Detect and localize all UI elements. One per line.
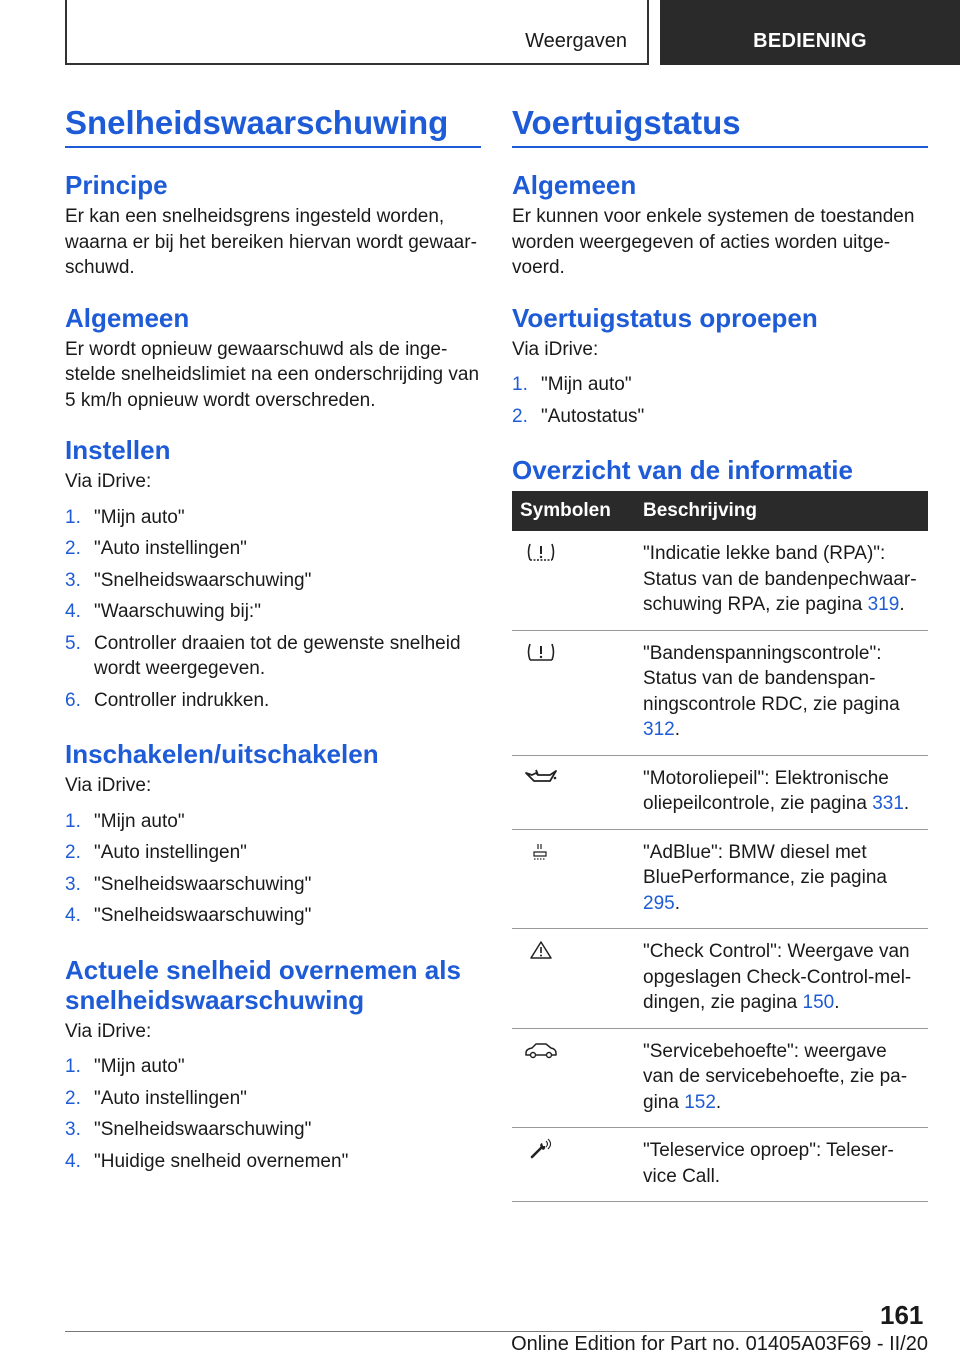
via-idrive-actuele: Via iDrive: [65, 1020, 152, 1042]
list-item: 2. "Auto instellingen" [65, 842, 247, 863]
right-column [512, 100, 928, 1202]
text-principe: Er kan een snelheidsgrens ingesteld worden, waarna er bij het bereiken hiervan wordt gewaarschuwd. [65, 206, 477, 278]
table-header-row [512, 491, 928, 531]
list-item: 2. "Auto instellingen" [65, 1087, 247, 1109]
heading-inschakelen: Inschakelen/uitschakelen [65, 739, 379, 769]
row-description: "Bandenspanningscontrole": Status van de bandenspanningscontrole RDC, zie pagina [643, 642, 900, 715]
list-item: 4. "Snelheidswaarschuwing" [65, 905, 312, 926]
list-item: 2. "Auto instellingen" [65, 538, 247, 559]
list-item: 3. "Snelheidswaarschuwing" [65, 1119, 312, 1140]
footer-divider [65, 1331, 863, 1332]
table-row: "AdBlue": BMW diesel met BluePerformance, zie pagina 295. [512, 829, 928, 929]
table-row: "Check Control": Weergave van opgeslagen Check-Control-meldingen, zie pagina 150. [512, 929, 928, 1029]
via-idrive-inschakelen: Via iDrive: [65, 775, 152, 796]
list-item: 3. "Snelheidswaarschuwing" [65, 569, 312, 591]
steps-inschakelen [65, 809, 481, 929]
heading-principe: Principe [65, 170, 168, 200]
section-title-snelheidswaarschuwing: Snelheidswaarschuwing [65, 100, 481, 148]
row-description: "Check Control": Weergave van opgeslagen Check-Control-meldingen, zie pagina [643, 941, 912, 1013]
heading-oproepen: Voertuigstatus oproepen [512, 302, 818, 333]
via-idrive-oproepen: Via iDrive: [512, 338, 599, 360]
table-row: "Motoroliepeil": Elektronische oliepeilcontrole, zie pagina 331. [512, 755, 928, 829]
header-section-title: Weergaven [525, 30, 627, 52]
list-item: 4. "Huidige snelheid overnemen" [65, 1150, 349, 1172]
left-column [65, 100, 481, 1200]
list-item: 1. "Mijn auto" [65, 810, 185, 832]
warning-triangle-icon [524, 939, 558, 961]
footer-edition: Online Edition for Part no. 01405A03F69 - II/20 [511, 1333, 928, 1355]
page-link[interactable]: 312 [643, 719, 675, 740]
tire-pressure-monitor-icon [524, 641, 558, 663]
header-chapter-tab: BEDIENING [660, 0, 960, 65]
page-number: 161 [880, 1300, 924, 1330]
adblue-icon [524, 840, 558, 862]
list-item: 3. "Snelheidswaarschuwing" [65, 873, 312, 895]
tire-pressure-warning-icon [524, 541, 558, 563]
text-algemeen-right: Er kunnen voor enkele systemen de toestanden worden weergegeven of acties worden uitgevoerd. [512, 206, 915, 278]
row-description: "Motoroliepeil": Elektronische oliepeilcontrole, zie pagina [643, 767, 889, 814]
page-link[interactable]: 150 [802, 992, 835, 1013]
list-item: 5. Controller draaien tot de gewenste snelheid wordt weergegeven. [65, 632, 461, 679]
steps-oproepen [512, 372, 928, 429]
steps-actuele [65, 1054, 481, 1174]
via-idrive-instellen: Via iDrive: [65, 471, 152, 492]
list-item: 1. "Mijn auto" [512, 374, 632, 395]
page-link[interactable]: 295 [643, 892, 675, 914]
table-row: "Indicatie lekke band (RPA)": Status van de bandenpechwaarschuwing RPA, zie pagina 319. [512, 531, 928, 630]
page-link[interactable]: 319 [867, 594, 900, 615]
section-title-voertuigstatus: Voertuigstatus [512, 100, 928, 148]
table-row: "Servicebehoefte": weergave van de servicebehoefte, zie pagina 152. [512, 1028, 928, 1128]
heading-algemeen-right: Algemeen [512, 170, 637, 200]
row-description: "Indicatie lekke band (RPA)": Status van de bandenpechwaarschuwing RPA, zie pagina [643, 543, 917, 615]
table-row [512, 1128, 928, 1202]
heading-instellen: Instellen [65, 435, 171, 465]
column-header-beschrijving: Beschrijving [635, 491, 928, 531]
row-description: "Teleservice oproep": Teleservice Call. [643, 1140, 894, 1187]
wrench-signal-icon [524, 1138, 558, 1160]
page-link[interactable]: 331 [872, 793, 904, 814]
steps-instellen [65, 505, 481, 714]
text-algemeen-left: Er wordt opnieuw gewaarschuwd als de ingestelde snelheidslimiet na een onderschrijding van 5 km/h opnieuw wordt overschreden. [65, 338, 480, 411]
page-header [0, 0, 960, 66]
list-item: 6. Controller indrukken. [65, 689, 270, 711]
row-description: "Servicebehoefte": weergave van de servicebehoefte, zie pagina [643, 1040, 908, 1113]
list-item: 4. "Waarschuwing bij:" [65, 601, 261, 622]
oil-can-icon [524, 766, 558, 788]
row-description: "AdBlue": BMW diesel met BluePerformance, zie pagina [643, 841, 887, 888]
list-item: 1. "Mijn auto" [65, 1056, 185, 1077]
heading-overzicht: Overzicht van de informatie [512, 455, 853, 485]
heading-algemeen-left: Algemeen [65, 302, 190, 333]
list-item: 1. "Mijn auto" [65, 506, 185, 528]
service-car-icon [524, 1039, 558, 1061]
page-link[interactable]: 152 [684, 1091, 716, 1113]
column-header-symbolen: Symbolen [512, 491, 635, 531]
info-table [512, 491, 928, 1202]
table-row: "Bandenspanningscontrole": Status van de bandenspanningscontrole RDC, zie pagina 312. [512, 630, 928, 755]
heading-actuele-snelheid: Actuele snelheid overnemen als snelheidswaarschuwing [65, 954, 461, 1015]
list-item: 2. "Autostatus" [512, 405, 645, 427]
